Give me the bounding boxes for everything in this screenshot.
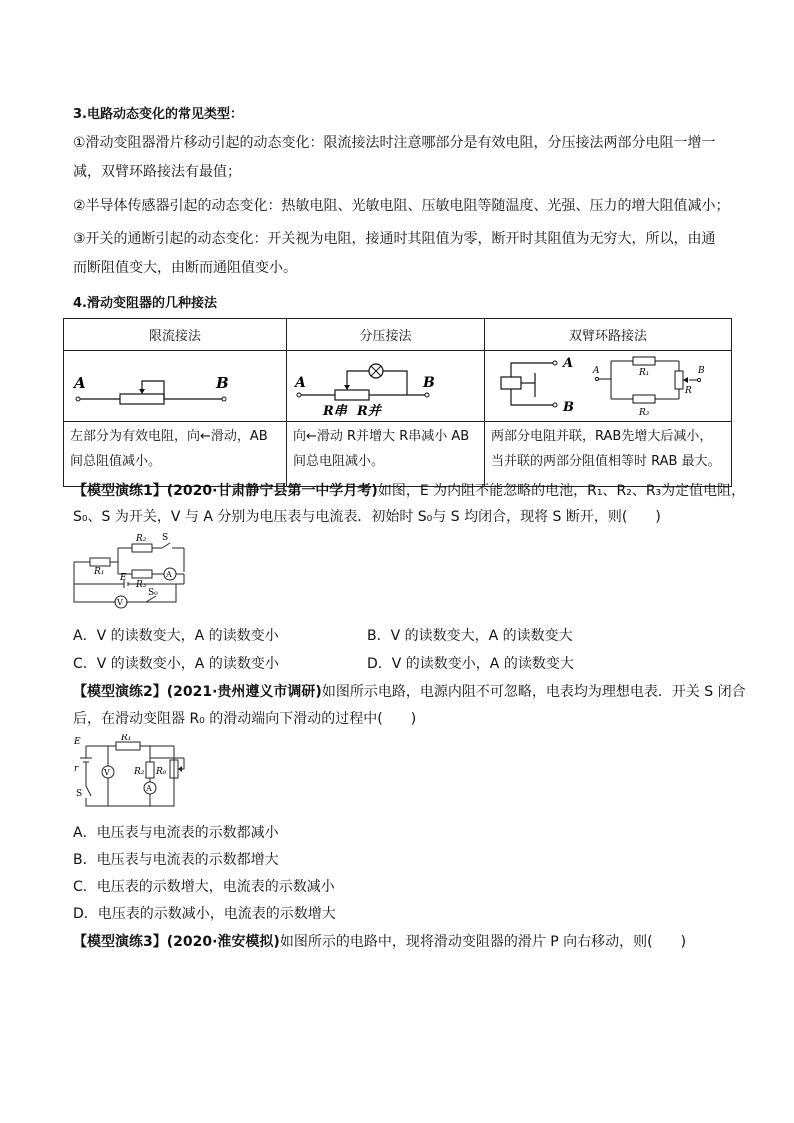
section3-heading: 3.电路动态变化的常见类型： [73, 107, 243, 122]
desc-line: 间总阻值减小。 [70, 454, 162, 469]
section3-item1-line2: 减，双臂环路接法有最值； [73, 164, 241, 180]
label-r-series: R串 [323, 404, 347, 417]
ex2-option-d: D．电压表的示数减小，电流表的示数增大 [73, 906, 336, 922]
ex1-text: 如图，E 为内阻不能忽略的电池，R₁、R₂、R₃为定值电阻， [377, 483, 746, 499]
header-double-arm-loop: 双臂环路接法 [485, 319, 732, 351]
section4-heading: 4.滑动变阻器的几种接法 [73, 296, 217, 311]
ex2-option-b: B．电压表与电流表的示数都增大 [73, 852, 279, 868]
ex2-circuit-diagram [66, 734, 196, 814]
ex2-label-r2: R₂ [134, 767, 145, 777]
ex1-option-a: A．V 的读数变大，A 的读数变小 [73, 628, 279, 644]
ex3-prefix: 【模型演练3】 [73, 934, 167, 950]
section3-item2: ②半导体传感器引起的动态变化：热敏电阻、光敏电阻、压敏电阻等随温度、光强、压力的增大阻值减小； [73, 198, 730, 214]
ex2-source: (2021·贵州遵义市调研) [166, 684, 322, 700]
ex1-option-d: D．V 的读数变小，A 的读数变大 [367, 656, 574, 672]
label-a: A [563, 356, 574, 371]
ex1-source: (2020·甘肃静宁县第一中学月考) [166, 483, 378, 499]
desc-current-limiting [64, 422, 287, 487]
ex1-option-c: C．V 的读数变小，A 的读数变小 [73, 656, 279, 672]
ex2-ammeter-a: A [146, 784, 152, 793]
desc-double-arm [485, 422, 732, 487]
header-current-limiting: 限流接法 [64, 319, 287, 351]
desc-line: 向←滑动 R并增大 R串减小 AB [293, 429, 470, 444]
ex2-label-r0: R₀ [156, 767, 167, 777]
diagram-voltage-divider-cell [287, 351, 485, 422]
ex2-option-c: C．电压表的示数增大，电流表的示数减小 [73, 879, 335, 895]
diagram-double-arm-cell [485, 351, 732, 422]
ex2-option-a: A．电压表与电流表的示数都减小 [73, 825, 279, 841]
ex2-line2: 后，在滑动变阻器 R₀ 的滑动端向下滑动的过程中( ) [73, 711, 417, 727]
desc-voltage-divider [287, 422, 485, 487]
ex1-label-r1: R₁ [94, 567, 105, 577]
section3-item3-line1: ③开关的通断引起的动态变化：开关视为电阻，接通时其阻值为零，断开时其阻值为无穷大，所以，由通 [73, 231, 716, 247]
section3-item3-line2: 而断阻值变大，由断而通阻值变小。 [73, 260, 297, 276]
double-arm-diagram [485, 351, 731, 417]
ex3-text: 如图所示的电路中，现将滑动变阻器的滑片 P 向右移动，则( ) [279, 934, 687, 950]
label-r1: R₁ [639, 368, 650, 378]
ex2-line1 [73, 682, 746, 702]
label-a-small: A [593, 366, 600, 376]
ex2-voltmeter-v: V [104, 768, 110, 777]
ex3-line1 [73, 932, 686, 952]
section3-item1-line1: ①滑动变阻器滑片移动引起的动态变化：限流接法时注意哪部分是有效电阻，分压接法两部分电阻一增一 [73, 135, 716, 151]
label-b: B [423, 375, 435, 391]
ex1-ammeter-a: A [166, 570, 172, 579]
desc-line: 左部分为有效电阻，向←滑动，AB [70, 429, 268, 444]
ex1-line1 [73, 481, 745, 501]
label-a: A [295, 375, 306, 391]
rheostat-connection-table [63, 318, 732, 487]
header-voltage-divider: 分压接法 [287, 319, 485, 351]
ex2-label-r: r [74, 764, 79, 774]
ex1-label-s0: S₀ [148, 588, 158, 598]
diagram-current-limiting-cell [64, 351, 287, 422]
ex3-source: (2020·淮安模拟) [166, 934, 280, 950]
label-r2: R₂ [639, 408, 650, 417]
desc-line: 两部分电阻并联，RAB先增大后减小， [491, 429, 713, 444]
current-limiting-diagram [64, 351, 286, 417]
ex2-prefix: 【模型演练2】 [73, 684, 167, 700]
ex2-label-r1: R₁ [121, 734, 132, 743]
ex1-label-r2: R₂ [136, 534, 147, 544]
ex1-voltmeter-v: V [117, 598, 123, 607]
ex2-text: 如图所示电路，电源内阻不可忽略，电表均为理想电表．开关 S 闭合 [321, 684, 746, 700]
ex2-label-e: E [74, 737, 81, 747]
voltage-divider-diagram [287, 351, 484, 417]
ex1-prefix: 【模型演练1】 [73, 483, 167, 499]
ex2-label-s: S [76, 789, 83, 799]
ex1-label-r3: R₃ [136, 580, 147, 590]
ex1-label-e: E [120, 573, 127, 583]
ex1-circuit-diagram [66, 532, 206, 612]
desc-line: 当并联的两部分阻值相等时 RAB 最大。 [491, 454, 721, 469]
desc-line: 间总电阻减小。 [293, 454, 385, 469]
ex1-label-s: S [162, 533, 169, 543]
ex1-line2: S₀、S 为开关，V 与 A 分别为电压表与电流表．初始时 S₀与 S 均闭合，现将 S 断开，则( ) [73, 509, 661, 525]
label-r-parallel: R并 [357, 404, 381, 417]
ex1-option-b: B．V 的读数变大，A 的读数变大 [367, 628, 573, 644]
label-r: R [685, 386, 692, 396]
label-b-small: B [698, 366, 705, 376]
label-b: B [216, 374, 229, 392]
label-b: B [563, 400, 574, 415]
label-a: A [74, 374, 86, 392]
